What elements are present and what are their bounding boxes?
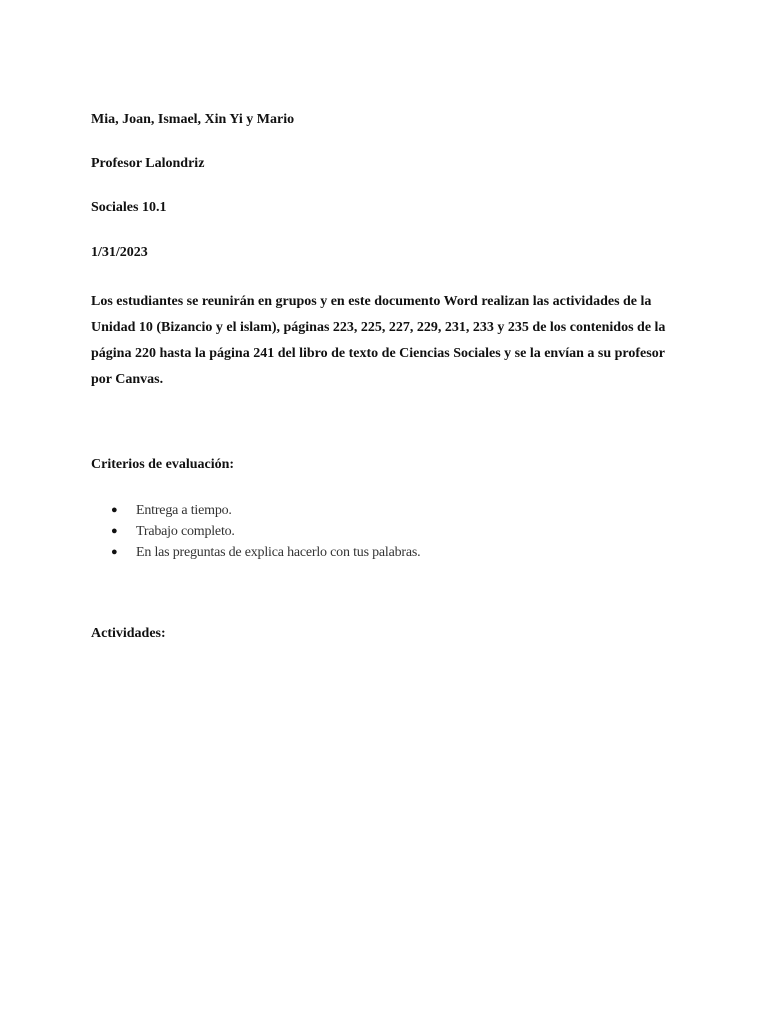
list-item (91, 542, 420, 563)
activities-heading: Actividades: (91, 626, 166, 641)
professor-name: Profesor Lalondriz (91, 156, 205, 171)
student-names: Mia, Joan, Ismael, Xin Yi y Mario (91, 112, 295, 127)
list-item (91, 500, 420, 521)
criteria-heading: Criterios de evaluación: (91, 457, 235, 472)
criteria-item-label: Trabajo completo. (136, 524, 235, 539)
criteria-list (91, 500, 420, 563)
bullet-icon: ● (111, 546, 118, 558)
instructions-paragraph: Los estudiantes se reunirán en grupos y en este documento Word realizan las actividades de la Unidad 10 (Bizancio y el islam), páginas 223, 225, 227, 229, 231, 233 y 235 de los contenidos de la página 220 hasta la página 241 del libro de texto de Ciencias Sociales y se la envían a su profesor por Canvas. (91, 294, 666, 387)
list-item (91, 521, 420, 542)
bullet-icon: ● (111, 525, 118, 537)
document-date: 1/31/2023 (91, 245, 148, 260)
criteria-item-label: En las preguntas de explica hacerlo con tus palabras. (136, 545, 421, 560)
criteria-item-label: Entrega a tiempo. (136, 503, 232, 518)
course-name: Sociales 10.1 (91, 200, 167, 215)
bullet-icon: ● (111, 504, 118, 516)
